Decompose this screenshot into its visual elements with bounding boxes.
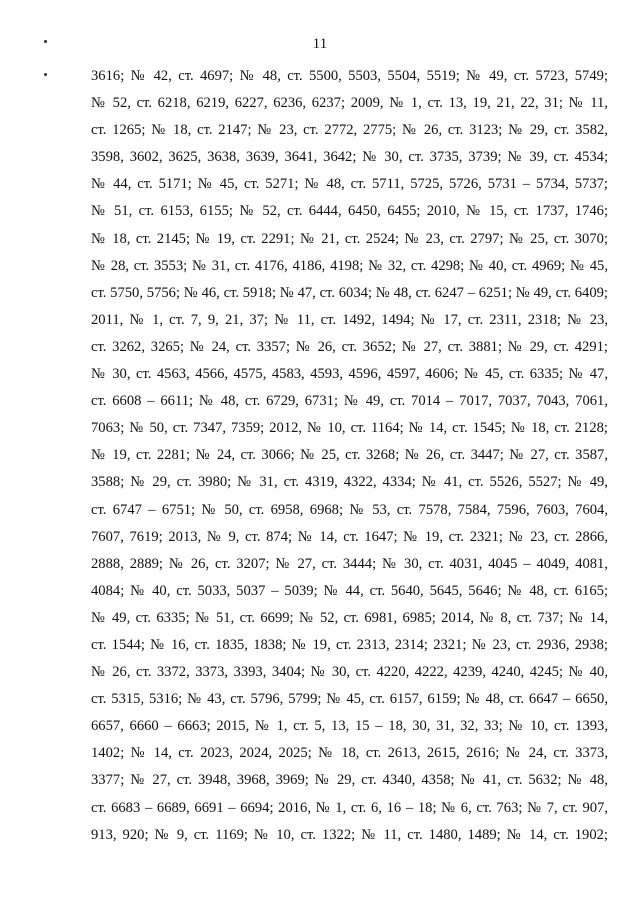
- text-line: 2011, № 1, ст. 7, 9, 21, 37; № 11, ст. 1492, 1494; № 17, ст. 2311, 2318; № 23,: [91, 311, 608, 328]
- text-line: 3598, 3602, 3625, 3638, 3639, 3641, 3642; № 30, ст. 3735, 3739; № 39, ст. 4534;: [91, 149, 608, 166]
- text-line: ст. 5750, 5756; № 46, ст. 5918; № 47, ст. 6034; № 48, ст. 6247 – 6251; № 49, ст. 6409;: [91, 284, 608, 301]
- text-line: № 30, ст. 4563, 4566, 4575, 4583, 4593, 4596, 4597, 4606; № 45, ст. 6335; № 47,: [91, 366, 608, 383]
- text-line: № 52, ст. 6218, 6219, 6227, 6236, 6237; 2009, № 1, ст. 13, 19, 21, 22, 31; № 11,: [91, 95, 608, 112]
- body-text: [91, 63, 608, 849]
- text-line: 3616; № 42, ст. 4697; № 48, ст. 5500, 5503, 5504, 5519; № 49, ст. 5723, 5749;: [91, 68, 608, 84]
- text-line: 913, 920; № 9, ст. 1169; № 10, ст. 1322; № 11, ст. 1480, 1489; № 14, ст. 1902;: [91, 826, 608, 843]
- text-line: № 44, ст. 5171; № 45, ст. 5271; № 48, ст. 5711, 5725, 5726, 5731 – 5734, 5737;: [91, 176, 608, 193]
- scan-artifact-dot: [44, 73, 47, 76]
- text-line: 1402; № 14, ст. 2023, 2024, 2025; № 18, ст. 2613, 2615, 2616; № 24, ст. 3373,: [91, 745, 608, 762]
- text-line: № 51, ст. 6153, 6155; № 52, ст. 6444, 6450, 6455; 2010, № 15, ст. 1737, 1746;: [91, 203, 608, 220]
- text-line: № 28, ст. 3553; № 31, ст. 4176, 4186, 4198; № 32, ст. 4298; № 40, ст. 4969; № 45,: [91, 257, 608, 274]
- text-line: ст. 5315, 5316; № 43, ст. 5796, 5799; № 45, ст. 6157, 6159; № 48, ст. 6647 – 6650,: [91, 691, 608, 708]
- text-line: ст. 3262, 3265; № 24, ст. 3357; № 26, ст. 3652; № 27, ст. 3881; № 29, ст. 4291;: [91, 338, 608, 355]
- page-number: 11: [312, 36, 328, 52]
- text-line: № 49, ст. 6335; № 51, ст. 6699; № 52, ст. 6981, 6985; 2014, № 8, ст. 737; № 14,: [91, 609, 608, 626]
- text-line: № 26, ст. 3372, 3373, 3393, 3404; № 30, ст. 4220, 4222, 4239, 4240, 4245; № 40,: [91, 664, 608, 681]
- text-line: 2888, 2889; № 26, ст. 3207; № 27, ст. 3444; № 30, ст. 4031, 4045 – 4049, 4081,: [91, 555, 608, 572]
- text-line: ст. 1544; № 16, ст. 1835, 1838; № 19, ст. 2313, 2314; 2321; № 23, ст. 2936, 2938;: [91, 636, 608, 653]
- text-line: 6657, 6660 – 6663; 2015, № 1, ст. 5, 13, 15 – 18, 30, 31, 32, 33; № 10, ст. 1393,: [91, 718, 608, 735]
- text-line: 4084; № 40, ст. 5033, 5037 – 5039; № 44, ст. 5640, 5645, 5646; № 48, ст. 6165;: [91, 582, 608, 599]
- text-line: ст. 6608 – 6611; № 48, ст. 6729, 6731; № 49, ст. 7014 – 7017, 7037, 7043, 7061,: [91, 393, 608, 410]
- text-line: 3588; № 29, ст. 3980; № 31, ст. 4319, 4322, 4334; № 41, ст. 5526, 5527; № 49,: [91, 474, 608, 491]
- text-line: ст. 6747 – 6751; № 50, ст. 6958, 6968; № 53, ст. 7578, 7584, 7596, 7603, 7604,: [91, 501, 608, 518]
- text-line: ст. 6683 – 6689, 6691 – 6694; 2016, № 1, ст. 6, 16 – 18; № 6, ст. 763; № 7, ст. 907,: [91, 799, 608, 816]
- text-line: 3377; № 27, ст. 3948, 3968, 3969; № 29, ст. 4340, 4358; № 41, ст. 5632; № 48,: [91, 772, 608, 789]
- text-line: № 19, ст. 2281; № 24, ст. 3066; № 25, ст. 3268; № 26, ст. 3447; № 27, ст. 3587,: [91, 447, 608, 464]
- text-line: 7063; № 50, ст. 7347, 7359; 2012, № 10, ст. 1164; № 14, ст. 1545; № 18, ст. 2128;: [91, 420, 608, 437]
- text-line: № 18, ст. 2145; № 19, ст. 2291; № 21, ст. 2524; № 23, ст. 2797; № 25, ст. 3070;: [91, 230, 608, 247]
- text-line: 7607, 7619; 2013, № 9, ст. 874; № 14, ст. 1647; № 19, ст. 2321; № 23, ст. 2866,: [91, 528, 608, 545]
- text-line: ст. 1265; № 18, ст. 2147; № 23, ст. 2772, 2775; № 26, ст. 3123; № 29, ст. 3582,: [91, 122, 608, 139]
